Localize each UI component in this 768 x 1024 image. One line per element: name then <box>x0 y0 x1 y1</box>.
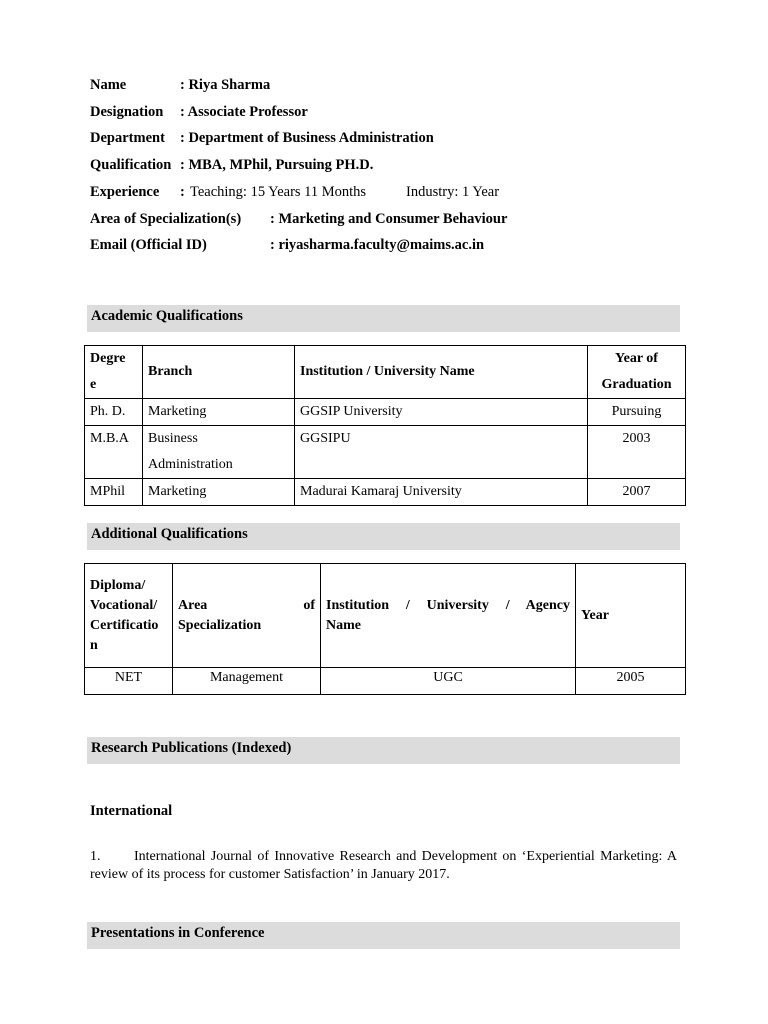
experience-colon: : <box>180 184 185 200</box>
section-presentations: Presentations in Conference <box>87 922 680 949</box>
designation-value: : Associate Professor <box>180 104 308 120</box>
cell-diploma: NET <box>85 668 173 695</box>
cell-branch: Marketing <box>143 479 295 506</box>
header-diploma <box>85 564 173 668</box>
cell-institution: UGC <box>321 668 576 695</box>
department-value: : Department of Business Administration <box>180 130 434 146</box>
section-additional-qualifications: Additional Qualifications <box>87 523 680 550</box>
additional-qualifications-table <box>84 563 686 695</box>
cell-year: 2005 <box>576 668 686 695</box>
name-label: Name <box>90 77 127 93</box>
header-diploma-line1: Diploma/ <box>90 577 146 593</box>
email-label: Email (Official ID) <box>90 237 207 253</box>
email-row <box>90 234 485 256</box>
header-diploma-line4: n <box>90 637 98 653</box>
table-row <box>85 426 686 479</box>
qualification-value: : MBA, MPhil, Pursuing PH.D. <box>180 157 374 173</box>
research-item-text: International Journal of Innovative Research and Development on ‘Experiential Marketing: A review of its process for customer Satisfaction’ in January 2017. <box>90 849 677 882</box>
header-institution-line2: Name <box>326 617 361 633</box>
experience-industry: Industry: 1 Year <box>406 184 500 200</box>
header-degree-line1: Degre <box>90 351 126 366</box>
designation-label: Designation <box>90 104 164 120</box>
header-year-line1: Year of <box>615 351 658 366</box>
email-value: : riyasharma.faculty@maims.ac.in <box>270 237 485 253</box>
cell-area: Management <box>173 668 321 695</box>
section-research-publications: Research Publications (Indexed) <box>87 737 680 764</box>
table-row <box>85 399 686 426</box>
experience-teaching: Teaching: 15 Years 11 Months <box>190 184 367 200</box>
header-area-line2: Specialization <box>178 617 262 633</box>
header-degree-line2: e <box>90 377 97 392</box>
qualification-row <box>90 154 374 176</box>
qualification-label: Qualification <box>90 157 172 173</box>
name-row <box>90 74 271 96</box>
header-area-word1: Area <box>178 597 208 613</box>
experience-label: Experience <box>90 184 160 200</box>
cell-degree: Ph. D. <box>85 399 143 426</box>
table-header-row <box>85 564 686 668</box>
header-area-word2: of <box>303 597 315 613</box>
cell-branch <box>143 426 295 479</box>
cell-branch-line1: Business <box>148 431 198 446</box>
header-year <box>588 346 686 399</box>
specialization-value: : Marketing and Consumer Behaviour <box>270 211 508 227</box>
table-header-row <box>85 346 686 399</box>
header-institution <box>321 564 576 668</box>
header-institution: Institution / University Name <box>295 346 588 399</box>
header-branch: Branch <box>143 346 295 399</box>
cell-degree: MPhil <box>85 479 143 506</box>
research-subheading: International <box>90 803 173 819</box>
cell-year: 2007 <box>588 479 686 506</box>
header-degree <box>85 346 143 399</box>
academic-qualifications-table <box>84 345 686 506</box>
designation-row <box>90 101 308 123</box>
header-area <box>173 564 321 668</box>
header-diploma-line2: Vocational/ <box>90 597 158 613</box>
cell-institution: GGSIPU <box>295 426 588 479</box>
experience-row <box>90 181 500 203</box>
specialization-label: Area of Specialization(s) <box>90 211 242 227</box>
header-diploma-line3: Certificatio <box>90 617 159 633</box>
section-academic-qualifications: Academic Qualifications <box>87 305 680 332</box>
header-institution-line1: Institution / University / Agency <box>326 597 570 613</box>
department-row <box>90 127 434 149</box>
department-label: Department <box>90 130 165 146</box>
research-item-number: 1. <box>90 849 101 864</box>
cell-institution: Madurai Kamaraj University <box>295 479 588 506</box>
research-item <box>90 848 677 884</box>
cell-year: Pursuing <box>588 399 686 426</box>
table-row <box>85 479 686 506</box>
cell-year: 2003 <box>588 426 686 479</box>
name-value: : Riya Sharma <box>180 77 271 93</box>
table-row <box>85 668 686 695</box>
header-year: Year <box>576 564 686 668</box>
header-year-line2: Graduation <box>601 377 672 392</box>
cell-branch-line2: Administration <box>148 457 233 472</box>
specialization-row <box>90 208 508 230</box>
cell-institution: GGSIP University <box>295 399 588 426</box>
cell-branch: Marketing <box>143 399 295 426</box>
cell-degree: M.B.A <box>85 426 143 479</box>
